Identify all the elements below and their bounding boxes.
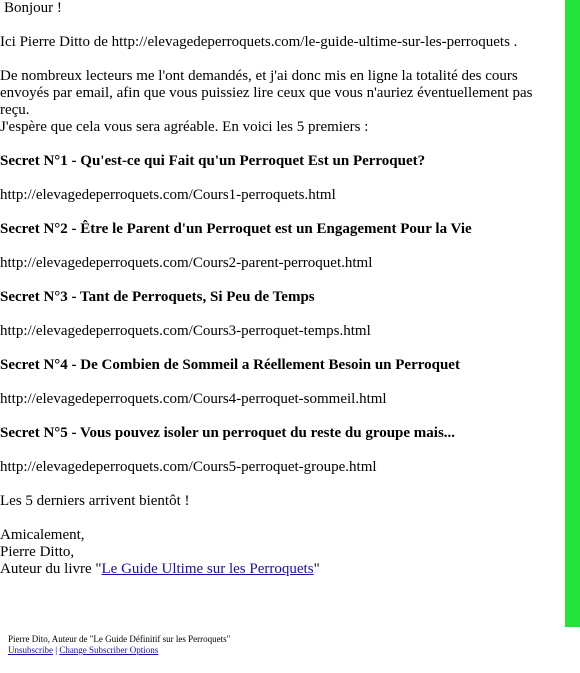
author-suffix: ": [313, 561, 320, 577]
email-footer: [8, 634, 230, 656]
secret-3-url: http://elevagedeperroquets.com/Cours3-perroquet-temps.html: [0, 323, 371, 339]
secret-4-title: Secret N°4 - De Combien de Sommeil a Réellement Besoin un Perroquet: [0, 357, 460, 373]
secret-5-url: http://elevagedeperroquets.com/Cours5-perroquet-groupe.html: [0, 459, 377, 475]
green-side-bar: [565, 0, 580, 627]
secret-2-url: http://elevagedeperroquets.com/Cours2-parent-perroquet.html: [0, 255, 373, 271]
change-subscriber-options-link[interactable]: Change Subscriber Options: [59, 645, 159, 655]
secret-2-title: Secret N°2 - Être le Parent d'un Perroquet est un Engagement Pour la Vie: [0, 221, 472, 237]
secret-4-url: http://elevagedeperroquets.com/Cours4-perroquet-sommeil.html: [0, 391, 387, 407]
body-paragraph-1: De nombreux lecteurs me l'ont demandés, et j'ai donc mis en ligne la totalité des cours envoyés par email, afin que vous puissiez lire ceux que vous n'auriez éventuellement pas reçu.: [0, 68, 533, 118]
closing-note: Les 5 derniers arrivent bientôt !: [0, 493, 190, 509]
book-link[interactable]: Le Guide Ultime sur les Perroquets: [101, 561, 314, 577]
secret-3-title: Secret N°3 - Tant de Perroquets, Si Peu de Temps: [0, 289, 315, 305]
signature-name: Pierre Ditto,: [0, 544, 75, 560]
secret-1-title: Secret N°1 - Qu'est-ce qui Fait qu'un Perroquet Est un Perroquet?: [0, 153, 426, 169]
footer-separator: |: [53, 645, 60, 655]
body-paragraph-2: J'espère que cela vous sera agréable. En voici les 5 premiers :: [0, 119, 369, 135]
secret-5-title: Secret N°5 - Vous pouvez isoler un perroquet du reste du groupe mais...: [0, 425, 456, 441]
footer-credit: Pierre Dito, Auteur de "Le Guide Définitif sur les Perroquets": [8, 634, 231, 644]
author-prefix: Auteur du livre ": [0, 561, 102, 577]
signoff: Amicalement,: [0, 527, 85, 543]
author-line: [0, 561, 558, 578]
secret-1-url: http://elevagedeperroquets.com/Cours1-perroquets.html: [0, 187, 336, 203]
greeting: Bonjour !: [4, 0, 62, 16]
footer-links: [8, 645, 230, 656]
intro-line: Ici Pierre Ditto de http://elevagedeperroquets.com/le-guide-ultime-sur-les-perroquets .: [0, 34, 518, 50]
unsubscribe-link[interactable]: Unsubscribe: [8, 645, 53, 655]
